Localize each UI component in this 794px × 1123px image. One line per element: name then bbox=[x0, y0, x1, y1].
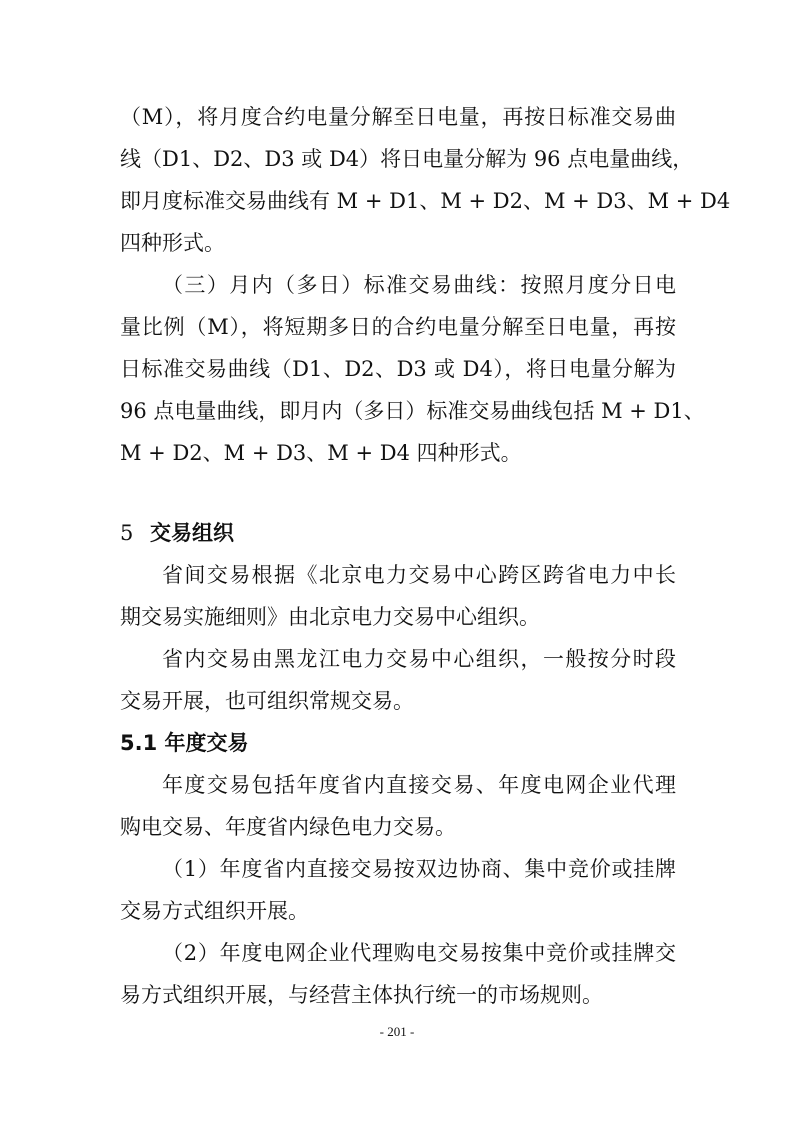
text-line: M + D2、M + D3、M + D4 四种形式。 bbox=[120, 441, 522, 465]
text-line: 96 点电量曲线，即月内（多日）标准交易曲线包括 M + D1、 bbox=[120, 399, 705, 423]
text-line: 易方式组织开展，与经营主体执行统一的市场规则。 bbox=[120, 983, 603, 1007]
section-5-heading bbox=[120, 517, 234, 549]
text-line: 期交易实施细则》由北京电力交易中心组织。 bbox=[120, 605, 540, 629]
section-number: 5 bbox=[120, 521, 134, 545]
text-line: （2）年度电网企业代理购电交易按集中竞价或挂牌交 bbox=[162, 941, 676, 965]
text-line: 日标准交易曲线（D1、D2、D3 或 D4），将日电量分解为 bbox=[120, 357, 676, 381]
text-line: 购电交易、年度省内绿色电力交易。 bbox=[120, 815, 456, 839]
text-line: （三）月内（多日）标准交易曲线：按照月度分日电 bbox=[162, 273, 676, 297]
section-title: 交易组织 bbox=[150, 521, 234, 545]
text-line: 省内交易由黑龙江电力交易中心组织，一般按分时段 bbox=[162, 647, 676, 671]
text-line: 线（D1、D2、D3 或 D4）将日电量分解为 96 点电量曲线， bbox=[120, 147, 694, 171]
section-5-1-heading: 5.1 年度交易 bbox=[120, 731, 249, 755]
page-number: - 201 - bbox=[379, 1024, 415, 1039]
text-line: 交易开展，也可组织常规交易。 bbox=[120, 689, 414, 713]
text-line: 量比例（M），将短期多日的合约电量分解至日电量，再按 bbox=[120, 315, 676, 339]
text-line: （1）年度省内直接交易按双边协商、集中竞价或挂牌 bbox=[162, 857, 676, 881]
text-line: （M），将月度合约电量分解至日电量，再按日标准交易曲 bbox=[120, 105, 676, 129]
text-line: 省间交易根据《北京电力交易中心跨区跨省电力中长 bbox=[162, 563, 676, 587]
text-line: 即月度标准交易曲线有 M + D1、M + D2、M + D3、M + D4 bbox=[120, 189, 731, 213]
text-line: 交易方式组织开展。 bbox=[120, 899, 309, 923]
text-line: 年度交易包括年度省内直接交易、年度电网企业代理 bbox=[162, 773, 676, 797]
text-line: 四种形式。 bbox=[120, 231, 225, 255]
